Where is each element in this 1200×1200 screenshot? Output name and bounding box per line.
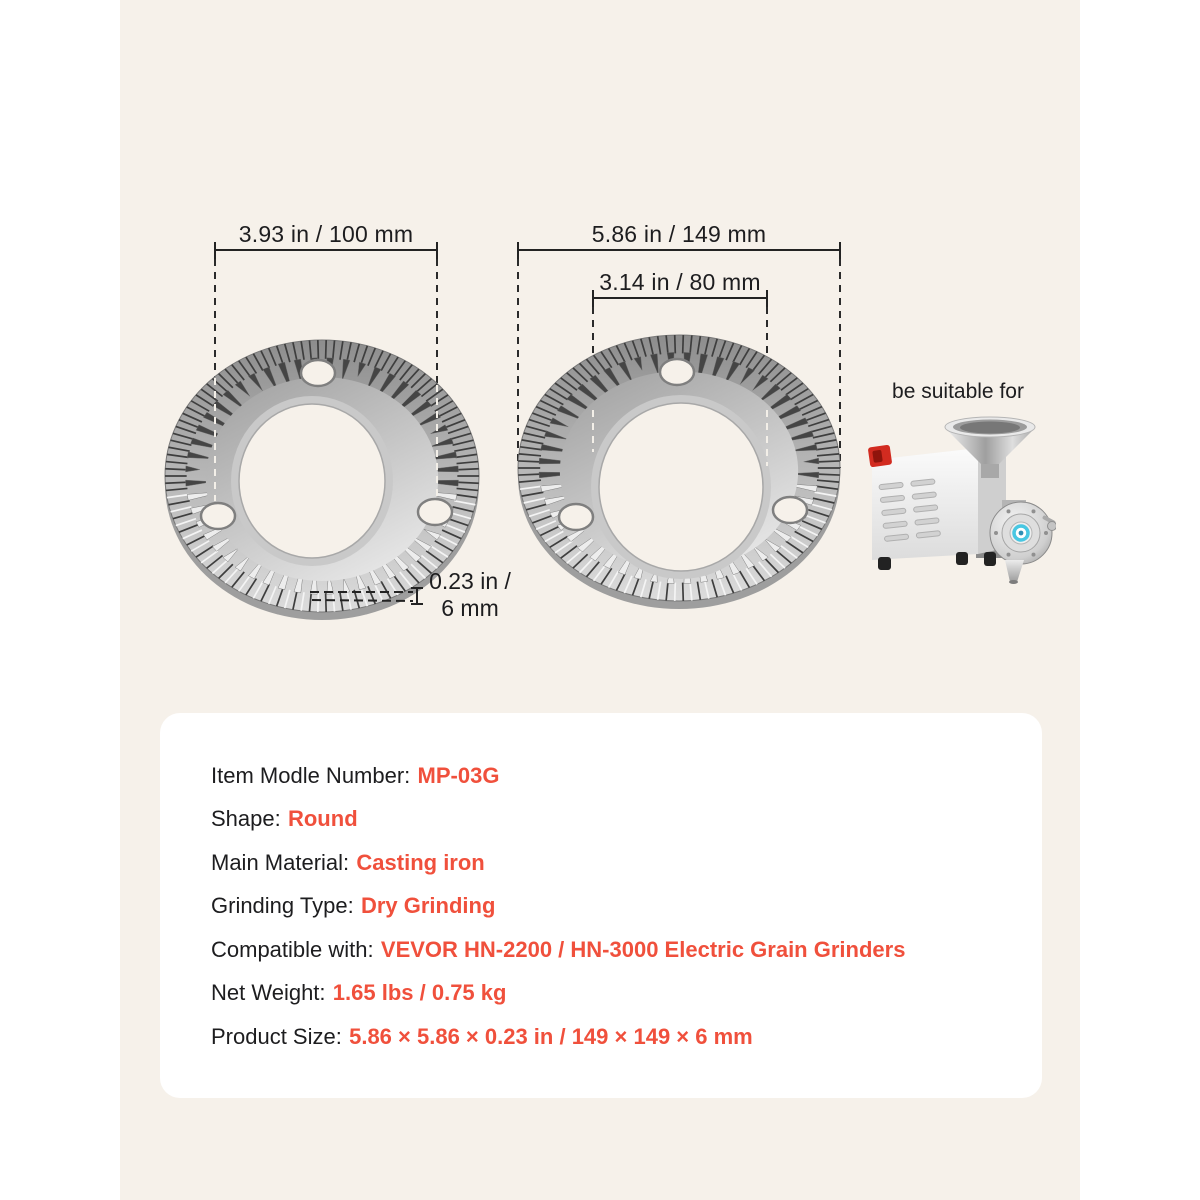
- burr-plate-image-right: [518, 335, 840, 609]
- spec-value: Casting iron: [356, 849, 485, 875]
- dimension-label-outer-diameter: 5.86 in / 149 mm: [591, 221, 767, 247]
- spec-value: Round: [287, 806, 358, 832]
- spec-label: Net Weight:: [211, 980, 326, 1006]
- spec-value: MP-03G: [417, 762, 500, 788]
- spec-value: 5.86 × 5.86 × 0.23 in / 149 × 149 × 6 mm: [349, 1023, 753, 1049]
- spec-row: [211, 972, 1012, 1016]
- spec-label: Grinding Type:: [211, 893, 354, 919]
- spec-label: Shape:: [211, 806, 281, 832]
- spec-label: Item Modle Number:: [211, 762, 411, 788]
- spec-label: Product Size:: [211, 1023, 342, 1049]
- dimension-label-inner-diameter: 3.14 in / 80 mm: [599, 269, 761, 295]
- spec-row: [211, 798, 1012, 842]
- thickness-line-2: 6 mm: [441, 595, 499, 621]
- suitable-for-caption: be suitable for: [892, 380, 1024, 403]
- spec-label: Compatible with:: [211, 936, 374, 962]
- discharge-chute: [1005, 560, 1024, 584]
- power-switch: [868, 445, 893, 468]
- spec-row: [211, 841, 1012, 885]
- dimension-label-thickness: [420, 568, 520, 622]
- spec-row: [211, 1015, 1012, 1059]
- grain-grinder-image: [856, 402, 1056, 592]
- dimension-label-bolt-circle: 3.93 in / 100 mm: [238, 221, 414, 247]
- spec-value: Dry Grinding: [360, 893, 496, 919]
- spec-row: [211, 754, 1012, 798]
- spec-row: [211, 885, 1012, 929]
- spec-value: 1.65 lbs / 0.75 kg: [332, 980, 507, 1006]
- spec-row: [211, 928, 1012, 972]
- spec-list: [211, 754, 1012, 1059]
- thickness-line-1: 0.23 in /: [429, 568, 511, 594]
- spec-label: Main Material:: [211, 849, 350, 875]
- spec-value: VEVOR HN-2200 / HN-3000 Electric Grain Grinders: [380, 936, 906, 962]
- spec-card: [160, 713, 1042, 1098]
